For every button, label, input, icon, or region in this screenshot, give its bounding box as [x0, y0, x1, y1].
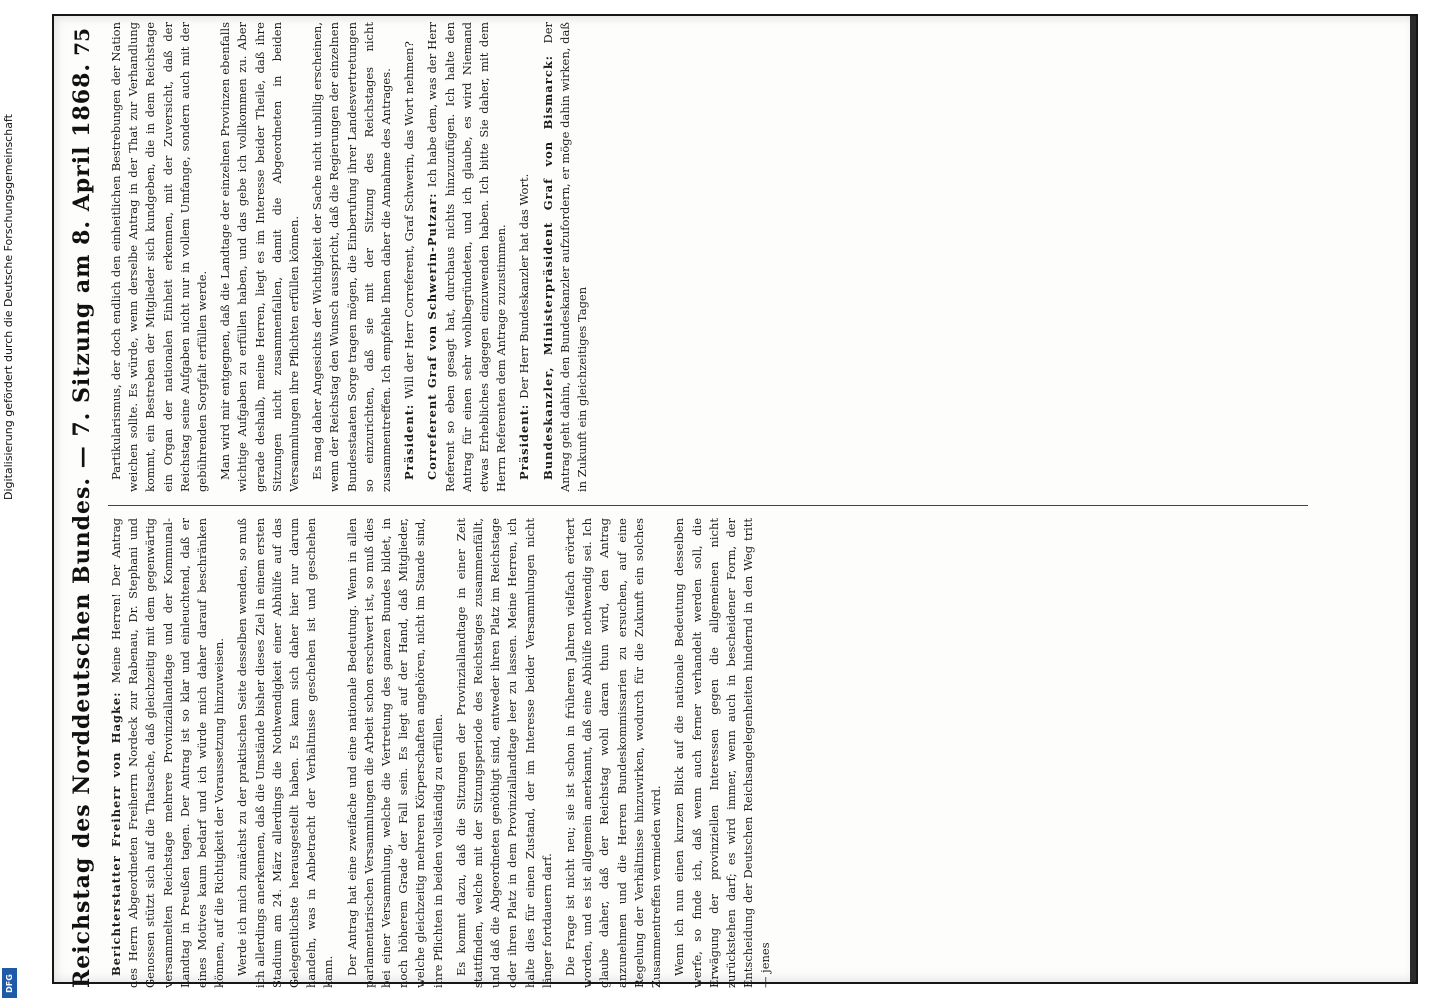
dfg-logo — [2, 968, 17, 998]
paragraph — [424, 22, 510, 492]
paragraph — [453, 518, 556, 988]
paragraph-text: Der Herr Bundeskanzler hat das Wort. — [517, 173, 532, 399]
paragraph-text: Will der Herr Correferent, Graf Schwerin, das Wort nehmen? — [402, 41, 417, 399]
speaker-name: Präsident: — [517, 398, 532, 480]
page-edge-shadow — [1410, 16, 1416, 982]
paragraph — [108, 518, 228, 988]
paragraph — [671, 518, 774, 988]
paragraph-text: Wenn ich nun einen kurzen Blick auf die nationale Bedeutung desselben werfe, so finde ich, daß wenn auch ferner verhandelt werden soll, die Erwägung der provinziellen Interessen gegen die allgemeinen nicht zurückstehen darf; es wird immer, wenn auch in bescheidener Form, der Entscheidung der Deutschen Reichsangelegenheiten hindernd in den Weg tritt — jenes — [672, 518, 773, 988]
running-title: Reichstag des Norddeutschen Bundes. — 7. Sitzung am 8. April 1868. — [69, 62, 95, 988]
paragraph — [562, 518, 665, 988]
speaker-name: Bundeskanzler, Ministerpräsident Graf von Bismarck: — [540, 43, 555, 480]
paragraph — [401, 22, 418, 492]
left-column — [108, 518, 1398, 988]
paragraph-text: Partikularismus, der doch endlich den einheitlichen Bestrebungen der Nation weichen sollte. Es würde, wenn derselbe Antrag in der That zur Verhandlung kommt, ein Bestreben der Mitglieder sich kundgeben, die in dem Reichstage ein Organ der nationalen Einheit erkennen, mit der Zuversicht, daß der Reichstag seine Aufgaben nicht nur in vollem Umfange, sondern auch mit der gebührenden Sorgfalt erfüllen werde. — [109, 22, 210, 492]
speaker-name: Correferent Graf von Schwerin-Putzar: — [425, 187, 440, 480]
paragraph — [540, 22, 592, 492]
paragraph-text: Es mag daher Angesichts der Wichtigkeit der Sache nicht unbillig erscheinen, wenn der Reichstag den Wunsch ausspricht, daß die Regierungen der einzelnen Bundesstaaten Sorge tragen mögen, die Einberufung ihrer Landesvertretungen so einzurichten, daß sie mit der Sitzung des Reichstages nicht zusammentreffen. Ich empfehle Ihnen daher die Annahme des Antrages. — [310, 22, 394, 492]
page-number: 75 — [70, 28, 94, 56]
page-content-rotated — [64, 22, 1404, 988]
right-column — [108, 22, 1398, 492]
dfg-logo-text: DFG — [5, 973, 15, 993]
page-header — [64, 22, 100, 988]
scanned-page — [52, 14, 1418, 988]
paragraph-text: Man wird mir entgegnen, daß die Landtage der einzelnen Provinzen ebenfalls wichtige Aufgaben zu erfüllen haben, und das gebe ich vollkommen zu. Aber gerade deshalb, meine Herren, liegt es im Interesse beider Theile, daß ihre Sitzungen nicht zusammenfallen, damit die Abgeordneten in beiden Versammlungen ihre Pflichten erfüllen können. — [218, 22, 302, 492]
paragraph — [309, 22, 395, 492]
paragraph-text: Meine Herren! Der Antrag des Herrn Abgeordneten Freiherrn Nordeck zur Rabenau, Dr. Stephani und Genossen stützt sich auf die Thatsache, daß gleichzeitig mit dem gegenwärtig versammelten Reichstage mehrere Provinziallandtage und der Kommunal-Landtag in Preußen tagen. Der Antrag ist so klar und einleuchtend, daß er eines Motives kaum bedarf und ich würde mich daher darauf beschränken können, auf die Richtigkeit der Voraussetzung hinzuweisen. — [109, 518, 227, 988]
paragraph-text: Der Antrag geht dahin, den Bundeskanzler aufzufordern, er möge dahin wirken, daß in Zukunft ein gleichzeitiges Tagen — [540, 22, 590, 492]
digitization-credit: Digitalisierung gefördert durch die Deutsche Forschungsgemeinschaft — [2, 114, 15, 500]
paragraph — [344, 518, 447, 988]
paragraph — [217, 22, 303, 492]
paragraph-text: Der Antrag hat eine zweifache und eine nationale Bedeutung. Wenn in allen parlamentarischen Versammlungen die Arbeit schon erschwert ist, so muß dies bei einer Versammlung, welche die Vertretung des ganzen Bundes bildet, in noch höherem Grade der Fall sein. Es liegt auf der Hand, daß Mitglieder, welche gleichzeitig mehreren Körperschaften angehören, nicht im Stande sind, ihre Pflichten in beiden vollständig zu erfüllen. — [344, 518, 445, 988]
paragraph — [516, 22, 533, 492]
paragraph — [234, 518, 337, 988]
speaker-name: Berichterstatter Freiherr von Hagke: — [109, 683, 123, 976]
paragraph-text: Ich habe dem, was der Herr Referent so eben gesagt hat, durchaus nichts hinzuzufügen. Ich halte den Antrag für einen sehr wohlbegründeten, und ich glaube, es wird Niemand etwas Erhebliches dagegen einzuwenden haben. Ich bitte Sie daher, mit dem Herrn Referenten dem Antrage zuzustimmen. — [425, 22, 509, 492]
paragraph-text: Es kommt dazu, daß die Sitzungen der Provinziallandtage in einer Zeit stattfinden, welche mit der Sitzungsperiode des Reichstages zusammenfällt, und daß die Abgeordneten genöthigt sind, entweder ihren Platz im Reichstage oder ihren Platz in dem Provinziallandtage leer zu lassen. Meine Herren, ich halte dies für einen Zustand, der im Interesse beider Versammlungen nicht länger fortdauern darf. — [453, 518, 554, 988]
paragraph — [108, 22, 211, 492]
paragraph-text: Werde ich mich zunächst zu der praktischen Seite desselben wenden, so muß ich allerdings anerkennen, daß die Umstände bisher dieses Ziel in einem ersten Stadium am 24. März allerdings die Nothwendigkeit einer Abhülfe auf das Gelegentlichste herausgestellt haben. Es kann sich daher hier nur darum handeln, was in Anbetracht der Verhältnisse geschehen ist und geschehen kann. — [235, 518, 336, 988]
column-divider — [108, 505, 1308, 506]
speaker-name: Präsident: — [402, 398, 417, 480]
sidebar — [0, 0, 20, 1000]
paragraph-text: Die Frage ist nicht neu; sie ist schon in früheren Jahren vielfach erörtert worden, und es ist allgemein anerkannt, daß eine Abhülfe nothwendig sei. Ich glaube daher, daß der Reichstag wohl daran thun wird, den Antrag anzunehmen und die Herren Bundeskommissarien zu ersuchen, auf eine Regelung der Verhältnisse hinzuwirken, wodurch für die Zukunft ein solches Zusammentreffen vermieden wird. — [563, 518, 664, 988]
